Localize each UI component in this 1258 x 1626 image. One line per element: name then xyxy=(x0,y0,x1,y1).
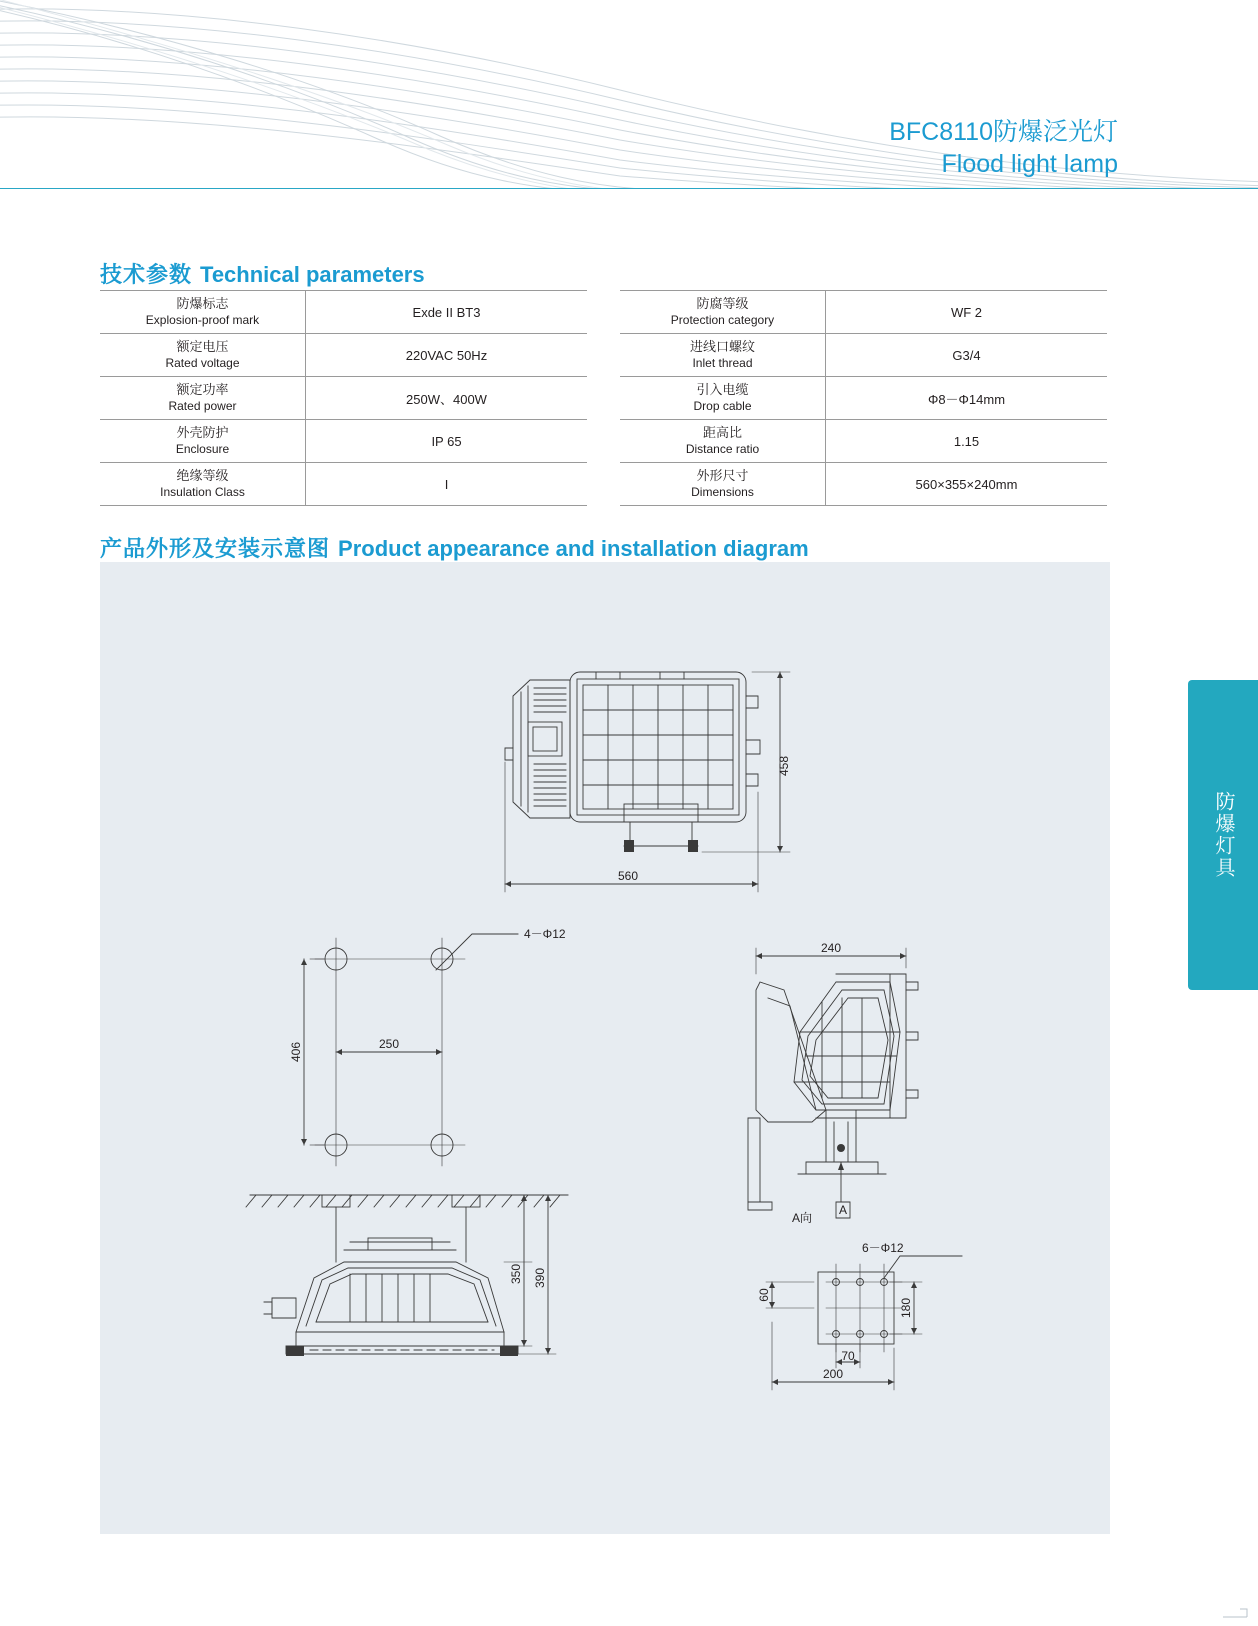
param-label xyxy=(620,291,826,334)
dim-label-4-phi12: 4－Φ12 xyxy=(524,927,566,941)
param-label-cn: 进线口螺纹 xyxy=(689,339,755,355)
param-label xyxy=(620,463,826,506)
dim-label-560: 560 xyxy=(617,869,639,883)
header-title-cn: BFC8110防爆泛光灯 xyxy=(889,118,1118,146)
param-value: 1.15 xyxy=(826,420,1108,463)
param-value: Exde II BT3 xyxy=(306,291,588,334)
dim-label-6-phi12: 6－Φ12 xyxy=(862,1241,904,1255)
param-label-cn: 引入电缆 xyxy=(696,382,749,398)
param-label-cn: 额定电压 xyxy=(176,339,229,355)
page-header xyxy=(0,0,1258,190)
dim-label-406: 406 xyxy=(289,1041,303,1063)
corner-mark-icon xyxy=(1222,1608,1248,1618)
dim-label-view-letter: A xyxy=(838,1203,848,1217)
side-tab-category[interactable] xyxy=(1188,680,1258,990)
param-label-en: Explosion-proof mark xyxy=(145,312,260,327)
product-diagram-panel xyxy=(100,562,1110,1534)
param-value: Φ8－Φ14mm xyxy=(826,377,1108,420)
param-label-en: Inlet thread xyxy=(692,355,753,370)
param-label-cn: 额定功率 xyxy=(176,382,229,398)
table-row xyxy=(620,377,1107,420)
table-row xyxy=(100,377,587,420)
front-view-drawing xyxy=(505,672,760,852)
dim-label-390: 390 xyxy=(533,1267,547,1289)
side-tab-label: 防爆灯具 xyxy=(1212,791,1234,879)
table-row xyxy=(620,291,1107,334)
section-heading-technical-parameters xyxy=(100,258,425,289)
param-label-en: Dimensions xyxy=(691,484,754,499)
section-heading-product-diagram xyxy=(100,532,809,563)
table-row xyxy=(100,291,587,334)
dim-label-60: 60 xyxy=(757,1288,771,1302)
param-label xyxy=(100,377,306,420)
parameters-table-left xyxy=(100,290,587,506)
param-label-cn: 外壳防护 xyxy=(176,425,229,441)
param-label xyxy=(100,334,306,377)
header-rule xyxy=(0,188,1258,189)
param-label xyxy=(100,291,306,334)
param-label-en: Rated power xyxy=(168,398,237,413)
param-label-cn: 绝缘等级 xyxy=(176,468,229,484)
param-label-cn: 防腐等级 xyxy=(696,296,749,312)
dim-label-250: 250 xyxy=(378,1037,400,1051)
dim-label-350: 350 xyxy=(509,1263,523,1285)
param-label xyxy=(100,420,306,463)
dim-label-458: 458 xyxy=(777,755,791,777)
param-value: 250W、400W xyxy=(306,377,588,420)
parameters-table-right xyxy=(620,290,1107,506)
param-label-en: Enclosure xyxy=(175,441,230,456)
param-label xyxy=(620,420,826,463)
bracket-hole-pattern-drawing xyxy=(766,1256,962,1390)
dim-label-180: 180 xyxy=(899,1297,913,1319)
param-label-en: Insulation Class xyxy=(160,484,245,499)
table-row xyxy=(100,463,587,506)
section-heading-technical-parameters-cn: 技术参数 xyxy=(100,262,193,287)
param-label-cn: 距高比 xyxy=(702,425,742,441)
param-value: I xyxy=(306,463,588,506)
param-value: IP 65 xyxy=(306,420,588,463)
param-label-cn: 外形尺寸 xyxy=(696,468,749,484)
dim-label-view-arrow: A向 xyxy=(791,1211,812,1225)
param-label xyxy=(100,463,306,506)
param-label xyxy=(620,334,826,377)
table-row xyxy=(620,463,1107,506)
table-row xyxy=(620,334,1107,377)
dim-label-200: 200 xyxy=(822,1367,844,1381)
param-label-en: Protection category xyxy=(670,312,775,327)
param-value: G3/4 xyxy=(826,334,1108,377)
mounting-hole-pattern-drawing xyxy=(315,934,518,1166)
header-title-en: Flood light lamp xyxy=(941,150,1118,178)
table-row xyxy=(100,420,587,463)
dim-label-70: 70 xyxy=(841,1349,855,1363)
param-label xyxy=(620,377,826,420)
table-row xyxy=(620,420,1107,463)
section-heading-product-diagram-cn: 产品外形及安装示意图 xyxy=(100,536,331,561)
param-value: 560×355×240mm xyxy=(826,463,1108,506)
section-heading-product-diagram-en: Product appearance and installation diagram xyxy=(338,536,809,561)
param-label-en: Distance ratio xyxy=(685,441,760,456)
dimension-mount-height xyxy=(301,959,324,1145)
side-profile-drawing xyxy=(748,974,918,1218)
param-label-en: Drop cable xyxy=(693,398,752,413)
product-diagram-svg xyxy=(100,562,1110,1534)
dim-label-240: 240 xyxy=(820,941,842,955)
table-row xyxy=(100,334,587,377)
param-value: 220VAC 50Hz xyxy=(306,334,588,377)
param-label-en: Rated voltage xyxy=(165,355,240,370)
param-label-cn: 防爆标志 xyxy=(176,296,229,312)
param-value: WF 2 xyxy=(826,291,1108,334)
section-heading-technical-parameters-en: Technical parameters xyxy=(200,262,425,287)
